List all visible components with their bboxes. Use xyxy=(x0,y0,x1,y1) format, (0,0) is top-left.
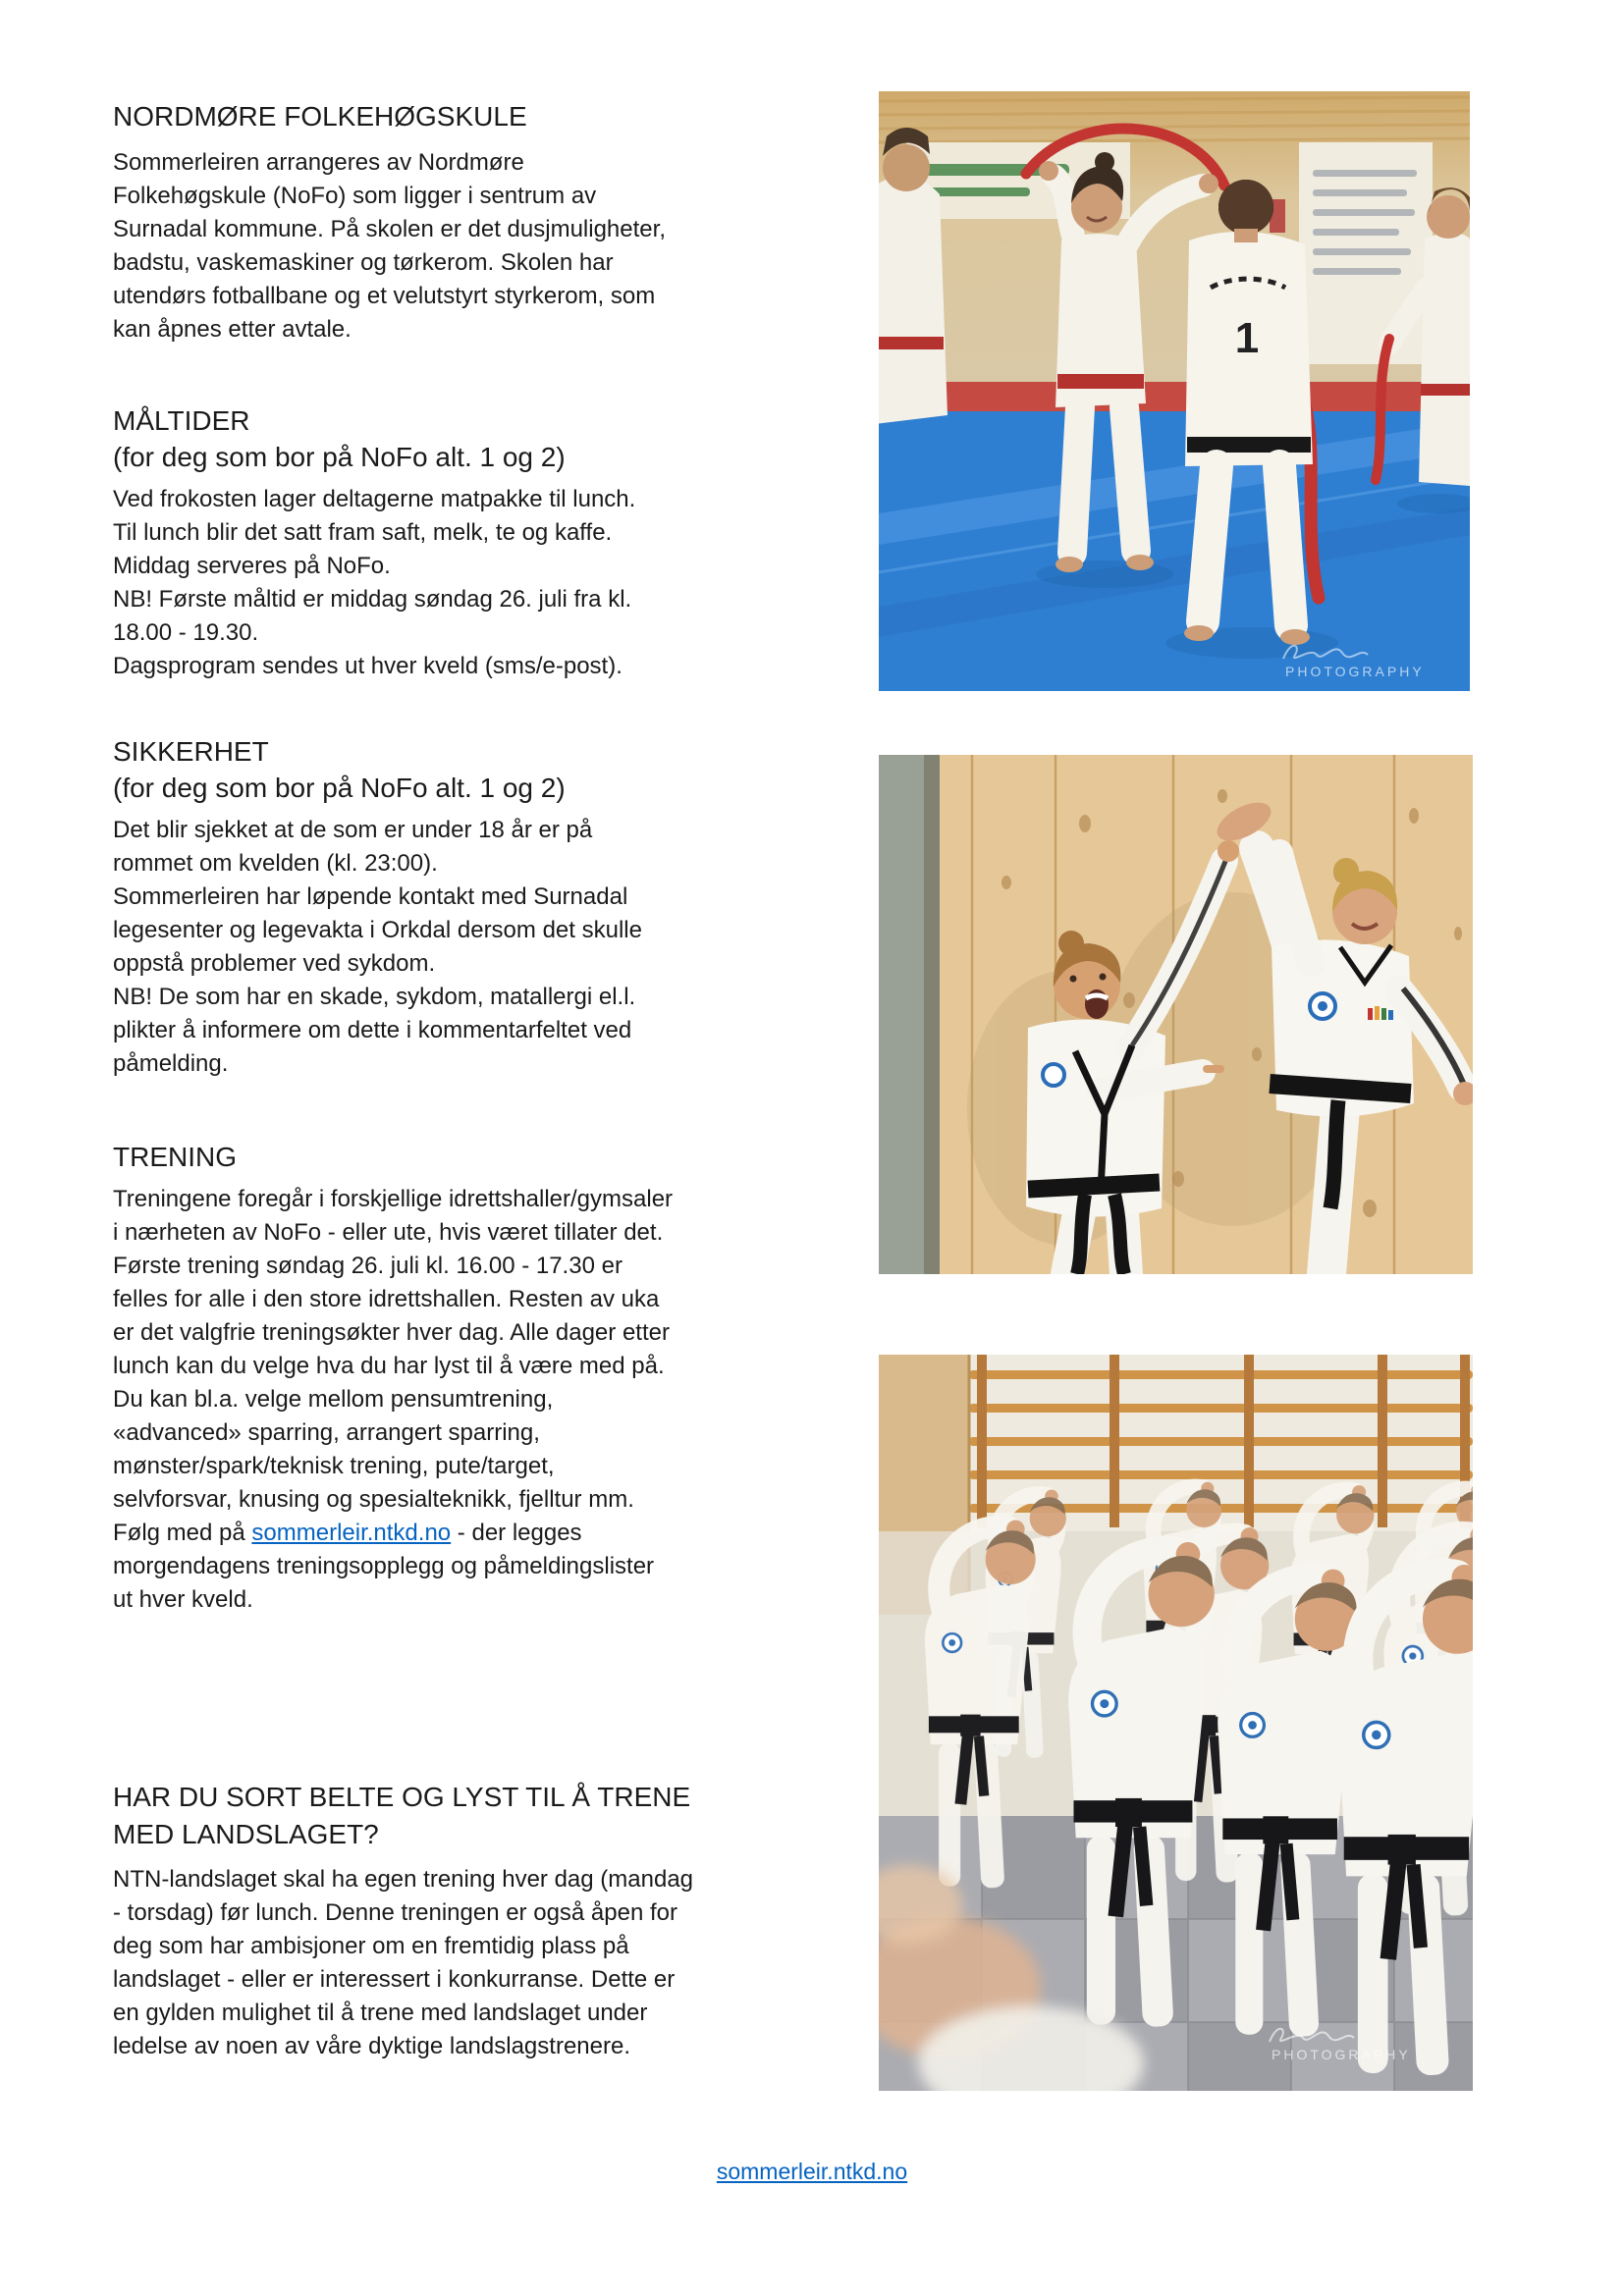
paragraph: Det blir sjekket at de som er under 18 år er på rommet om kvelden (kl. 23:00). xyxy=(113,817,593,877)
section-nofo xyxy=(113,98,677,347)
watermark-text: PHOTOGRAPHY xyxy=(1285,664,1425,679)
photo-sparring xyxy=(879,91,1470,691)
paragraph: NB! Første måltid er middag søndag 26. juli fra kl. 18.00 - 19.30. xyxy=(113,586,632,646)
wall-shadow-gap xyxy=(924,755,940,1274)
section-trening xyxy=(113,1139,677,1617)
section-maltider xyxy=(113,402,677,683)
section-heading-landslag: HAR DU SORT BELTE OG LYST TIL Å TRENE MED LANDSLAGET? xyxy=(113,1782,691,1849)
high-kick-illustration xyxy=(879,755,1473,1274)
section-heading-maltider: MÅLTIDER xyxy=(113,405,250,436)
text-run: - der legges morgendagens treningsopplegg og påmeldingslister ut hver kveld. xyxy=(113,1520,655,1613)
sommerleir-inline-link[interactable]: sommerleir.ntkd.no xyxy=(251,1520,452,1546)
paragraph-landslag: NTN-landslaget skal ha egen trening hver dag (mandag - torsdag) før lunch. Denne treningen er også åpen for deg som har ambisjoner om en fremtidig plass på landslaget - eller er interessert i konkurranse. Dette er en gylden mulighet til å trene med landslaget under ledelse av noen av våre dyktige landslagstrenere. xyxy=(113,1866,694,2059)
photo-high-kick xyxy=(879,755,1473,1274)
photo-group-stretch xyxy=(879,1355,1473,2091)
sparring-illustration xyxy=(879,91,1470,691)
paragraph: Dagsprogram sendes ut hver kveld (sms/e-post). xyxy=(113,653,623,679)
paragraph: Ved frokosten lager deltagerne matpakke til lunch. xyxy=(113,486,636,512)
paragraph: Første trening søndag 26. juli kl. 16.00 - 17.30 er felles for alle i den store idrettshallen. Resten av uka er det valgfrie treningsøkter hver dag. Alle dager etter lunch kan du velge hva du har lyst til å være med på. Du kan bl.a. velge mellom pensumtrening, «advanced» sparring, arrangert sparring, mønster/spark/teknisk trening, pute/target, selvforsvar, knusing og spesialteknikk, fjelltur mm. xyxy=(113,1253,670,1513)
group-stretch-illustration xyxy=(879,1355,1473,2091)
paragraph: Treningene foregår i forskjellige idrettshaller/gymsaler i nærheten av NoFo - eller ute, hvis været tillater det. xyxy=(113,1186,674,1246)
section-subheading-sikkerhet: (for deg som bor på NoFo alt. 1 og 2) xyxy=(113,773,566,803)
paragraph: NB! De som har en skade, sykdom, matallergi el.l. plikter å informere om dette i kommentarfeltet ved påmelding. xyxy=(113,984,636,1077)
watermark-text: PHOTOGRAPHY xyxy=(1272,2047,1411,2062)
paragraph-with-link xyxy=(113,1517,677,1617)
paragraph: Til lunch blir det satt fram saft, melk, te og kaffe. xyxy=(113,519,613,546)
paragraph: Middag serveres på NoFo. xyxy=(113,553,391,579)
section-landslag xyxy=(113,1779,702,2063)
footer-link[interactable]: sommerleir.ntkd.no xyxy=(716,2159,908,2184)
page-footer xyxy=(0,2157,1624,2186)
grey-wall-strip xyxy=(879,755,924,1274)
section-subheading-maltider: (for deg som bor på NoFo alt. 1 og 2) xyxy=(113,442,566,472)
section-heading-trening: TRENING xyxy=(113,1142,237,1172)
text-run: Følg med på xyxy=(113,1520,252,1546)
dobok-back-number: 1 xyxy=(1234,314,1260,362)
section-heading-nofo: NORDMØRE FOLKEHØGSKULE xyxy=(113,101,527,132)
section-sikkerhet xyxy=(113,733,677,1081)
paragraph-nofo: Sommerleiren arrangeres av Nordmøre Folkehøgskule (NoFo) som ligger i sentrum av Surnadal kommune. På skolen er det dusjmuligheter, badstu, vaskemaskiner og tørkerom. Skolen har utendørs fotballbane og et velutstyrt styrkerom, som kan åpnes etter avtale. xyxy=(113,149,666,343)
paragraph: Sommerleiren har løpende kontakt med Surnadal legesenter og legevakta i Orkdal dersom det skulle oppstå problemer ved sykdom. xyxy=(113,883,642,977)
section-heading-sikkerhet: SIKKERHET xyxy=(113,736,269,767)
